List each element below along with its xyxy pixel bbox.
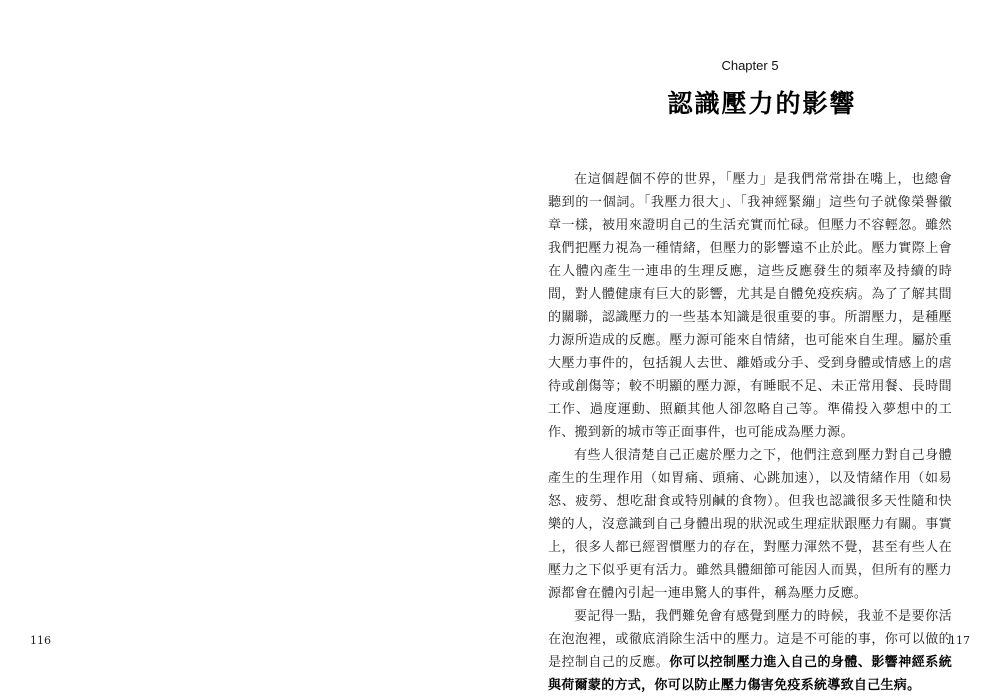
- right-page: [500, 0, 1000, 693]
- page-number-right: 117: [949, 634, 970, 647]
- paragraph-3-bold-text: 你可以控制壓力進入自己的身體、影響神經系統與荷爾蒙的方式，你可以防止壓力傷害免疫系統導致自己生病。: [548, 655, 952, 693]
- paragraph-3-text: 要記得一點，我們難免會有感覺到壓力的時候，我並不是要你活在泡泡裡，或徹底消除生活中的壓力。這是不可能的事，你可以做的是控制自己的反應。: [548, 609, 952, 670]
- left-page: [0, 0, 500, 677]
- page-number-left: 116: [30, 634, 51, 647]
- paragraph-1: 在這個趕個不停的世界，「壓力」是我們常常掛在嘴上，也總會聽到的一個詞。「我壓力很大」、「我神經緊繃」這些句子就像榮譽徽章一樣，被用來證明自己的生活充實而忙碌。但壓力不容輕忽。雖然我們把壓力視為一種情緒，但壓力的影響遠不止於此。壓力實際上會在人體內產生一連串的生理反應，這些反應發生的頻率及持續的時間，對人體健康有巨大的影響，尤其是自體免疫疾病。為了了解其間的關聯，認識壓力的一些基本知識是很重要的事。所謂壓力，是種壓力源所造成的反應。壓力源可能來自情緒，也可能來自生理。屬於重大壓力事件的，包括親人去世、離婚或分手、受到身體或情感上的虐待或創傷等；較不明顯的壓力源，有睡眠不足、未正常用餐、長時間工作、過度運動、照顧其他人卻忽略自己等。準備投入夢想中的工作、搬到新的城市等正面事件，也可能成為壓力源。: [548, 172, 952, 440]
- chapter-title: 認識壓力的影響: [667, 89, 857, 118]
- chapter-label: Chapter 5: [721, 58, 779, 73]
- chapter-body: [548, 168, 952, 697]
- paragraph-3: [548, 605, 952, 697]
- paragraph-2: 有些人很清楚自己正處於壓力之下，他們注意到壓力對自己身體產生的生理作用（如胃痛、頭痛、心跳加速），以及情緒作用（如易怒、疲勞、想吃甜食或特別鹹的食物）。但我也認識很多天性隨和快樂的人，沒意識到自己身體出現的狀況或生理症狀跟壓力有關。事實上，很多人都已經習慣壓力的存在，對壓力渾然不覺，甚至有些人在壓力之下似乎更有活力。雖然具體細節可能因人而異，但所有的壓力源都會在體內引起一連串驚人的事件，稱為壓力反應。: [548, 448, 952, 601]
